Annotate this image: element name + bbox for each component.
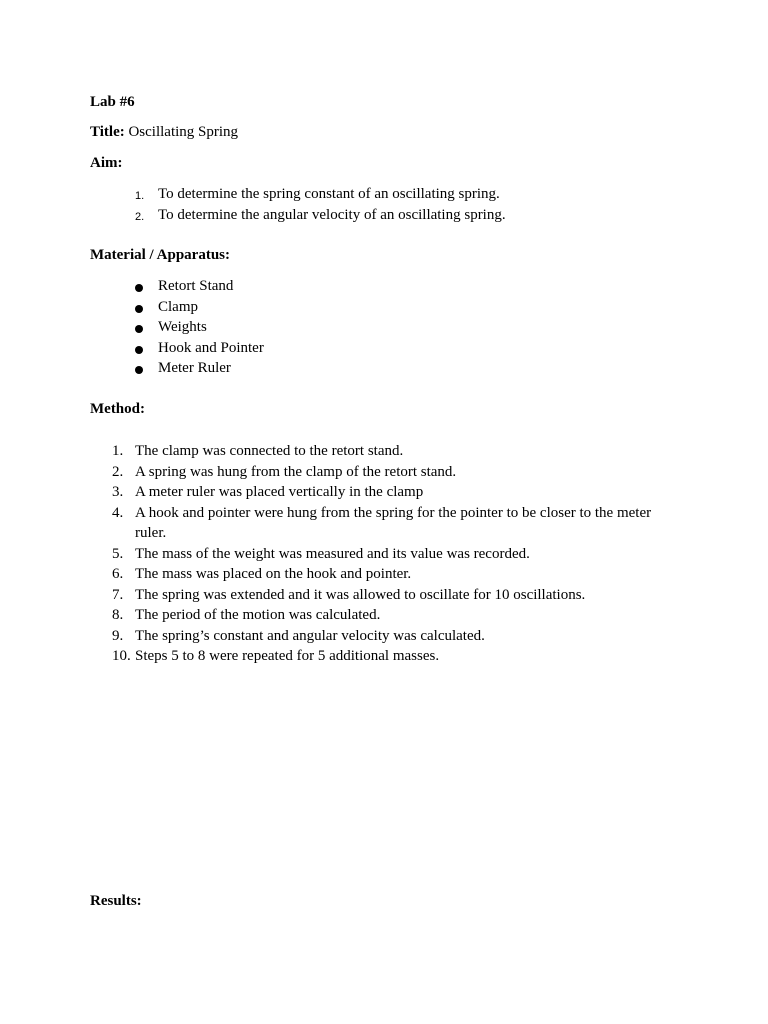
method-item-text: The mass was placed on the hook and pointer.: [135, 566, 412, 582]
material-item-text: Weights: [158, 319, 207, 335]
method-item-number: 3.: [112, 484, 124, 500]
aim-list-item: [0, 184, 768, 205]
bullet-icon: [135, 325, 143, 333]
material-apparatus-heading: Material / Apparatus:: [90, 247, 230, 263]
method-item-number: 8.: [112, 607, 124, 623]
method-item-text: The period of the motion was calculated.: [135, 607, 381, 623]
method-list-item: [0, 544, 768, 565]
aim-item-number: 2.: [135, 210, 145, 223]
bullet-icon: [135, 305, 143, 313]
title-value: Oscillating Spring: [128, 124, 239, 140]
method-item-number: 9.: [112, 627, 124, 644]
material-list: [0, 276, 768, 379]
method-item-text: A hook and pointer were hung from the spring for the pointer to be closer to the meter ruler.: [135, 504, 652, 541]
aim-heading: Aim:: [90, 155, 123, 171]
material-item-text: Retort Stand: [158, 278, 234, 294]
method-item-text: The mass of the weight was measured and its value was recorded.: [135, 545, 530, 562]
aim-list: [0, 184, 768, 225]
method-item-text: A meter ruler was placed vertically in the clamp: [135, 484, 424, 500]
method-list-item: [0, 564, 768, 585]
aim-item-number: 1.: [135, 190, 145, 202]
method-list: [0, 441, 768, 667]
method-list-item: [0, 503, 768, 544]
method-item-number: 7.: [112, 586, 124, 603]
method-list-item: [0, 646, 768, 667]
method-item-text: Steps 5 to 8 were repeated for 5 additional masses.: [135, 648, 440, 664]
method-item-text: The spring’s constant and angular velocity was calculated.: [135, 627, 485, 644]
material-list-item: [0, 317, 768, 338]
method-item-number: 2.: [112, 463, 124, 480]
method-list-item: [0, 482, 768, 503]
material-list-item: [0, 338, 768, 359]
material-item-text: Meter Ruler: [158, 360, 231, 376]
method-item-text: A spring was hung from the clamp of the retort stand.: [135, 463, 457, 480]
aim-item-text: To determine the angular velocity of an oscillating spring.: [158, 206, 506, 223]
material-list-item: [0, 276, 768, 297]
method-item-number: 4.: [112, 504, 124, 521]
lab-number-heading: Lab #6: [90, 94, 135, 110]
method-item-number: 1.: [112, 443, 124, 459]
material-item-text: Hook and Pointer: [158, 339, 264, 356]
results-heading: Results:: [90, 893, 142, 909]
method-list-item: [0, 605, 768, 626]
title-line: [90, 122, 238, 143]
aim-item-text: To determine the spring constant of an oscillating spring.: [158, 186, 500, 202]
method-list-item: [0, 626, 768, 647]
method-heading: Method:: [90, 401, 145, 417]
method-item-number: 10.: [112, 648, 131, 664]
method-item-number: 6.: [112, 566, 124, 582]
material-item-text: Clamp: [158, 298, 198, 315]
method-item-text: The spring was extended and it was allowed to oscillate for 10 oscillations.: [135, 586, 586, 603]
material-list-item: [0, 358, 768, 379]
material-list-item: [0, 297, 768, 318]
method-list-item: [0, 462, 768, 483]
title-label: Title:: [90, 124, 125, 140]
aim-list-item: [0, 205, 768, 226]
bullet-icon: [135, 366, 143, 374]
method-list-item: [0, 441, 768, 462]
bullet-icon: [135, 284, 143, 292]
method-item-number: 5.: [112, 545, 124, 562]
method-item-text: The clamp was connected to the retort stand.: [135, 443, 404, 459]
bullet-icon: [135, 346, 143, 354]
method-list-item: [0, 585, 768, 606]
